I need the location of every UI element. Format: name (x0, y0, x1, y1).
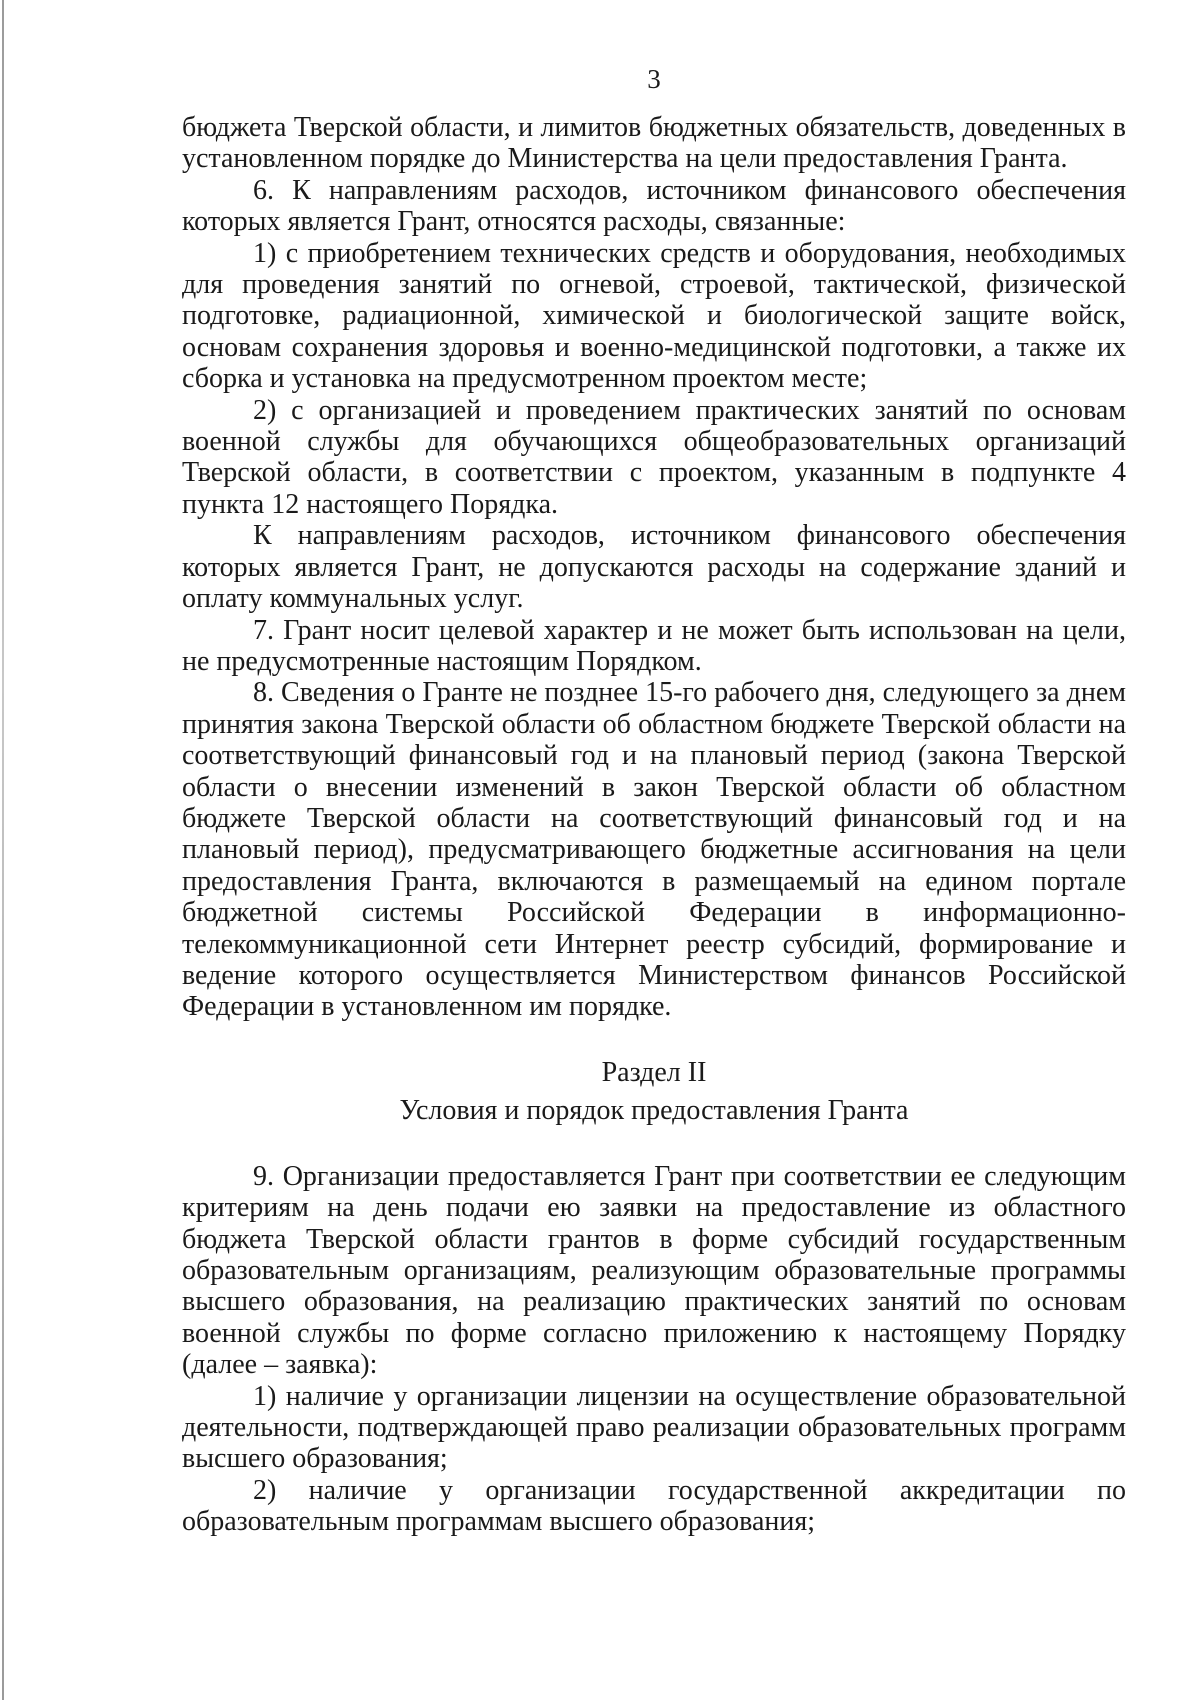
paragraph-criterion-1-license: 1) наличие у организации лицензии на осуществление образовательной деятельности, подтверждающей право реализации образовательных программ высшего образования; (182, 1380, 1126, 1475)
paragraph-criterion-2-accreditation: 2) наличие у организации государственной аккредитации по образовательным программам высшего образования; (182, 1474, 1126, 1538)
paragraph-budget-limits: бюджета Тверской области, и лимитов бюджетных обязательств, доведенных в установленном порядке до Министерства на цели предоставления Гранта. (182, 112, 1126, 175)
document-body (182, 112, 1126, 1538)
page-number: 3 (647, 64, 661, 94)
paragraph-item-7: 7. Грант носит целевой характер и не может быть использован на цели, не предусмотренные настоящим Порядком. (182, 614, 1126, 677)
section-title: Условия и порядок предоставления Гранта (399, 1094, 909, 1126)
scan-edge-line (2, 0, 4, 1700)
section-heading (182, 1054, 1126, 1130)
paragraph-item-6: 6. К направлениям расходов, источником финансового обеспечения которых является Грант, относятся расходы, связанные: (182, 174, 1126, 238)
paragraph-subitem-2-practical: 2) с организацией и проведением практических занятий по основам военной службы для обучающихся общеобразовательных организаций Тверской области, в соответствии с проектом, указанным в подпункте 4 пункта 12 настоящего Порядка. (182, 394, 1126, 520)
paragraph-excluded-expenses: К направлениям расходов, источником финансового обеспечения которых является Грант, не допускаются расходы на содержание зданий и оплату коммунальных услуг. (182, 520, 1126, 615)
paragraph-item-9: 9. Организации предоставляется Грант при соответствии ее следующим критериям на день подачи ею заявки на предоставление из областного бюджета Тверской области грантов в форме субсидий государственным образовательным организациям, реализующим образовательные программы высшего образования, на реализацию практических занятий по основам военной службы по форме согласно приложению к настоящему Порядку (далее – заявка): (182, 1160, 1126, 1381)
paragraph-subitem-1-equipment: 1) с приобретением технических средств и оборудования, необходимых для проведения занятий по огневой, строевой, тактической, физической подготовке, радиационной, химической и биологической защите войск, основам сохранения здоровья и военно-медицинской подготовки, а также их сборка и установка на предусмотренном проектом месте; (182, 237, 1126, 395)
paragraph-item-8: 8. Сведения о Гранте не позднее 15-го рабочего дня, следующего за днем принятия закона Тверской области об областном бюджете Тверской области на соответствующий финансовый год и на плановый период (закона Тверской области о внесении изменений в закон Тверской области об областном бюджете Тверской области на соответствующий финансовый год и на плановый период), предусматривающего бюджетные ассигнования на цели предоставления Гранта, включаются в размещаемый на едином портале бюджетной системы Российской Федерации в информационно-телекоммуникационной сети Интернет реестр субсидий, формирование и ведение которого осуществляется Министерством финансов Российской Федерации в установленном им порядке. (182, 677, 1126, 1023)
section-label: Раздел II (601, 1056, 707, 1088)
